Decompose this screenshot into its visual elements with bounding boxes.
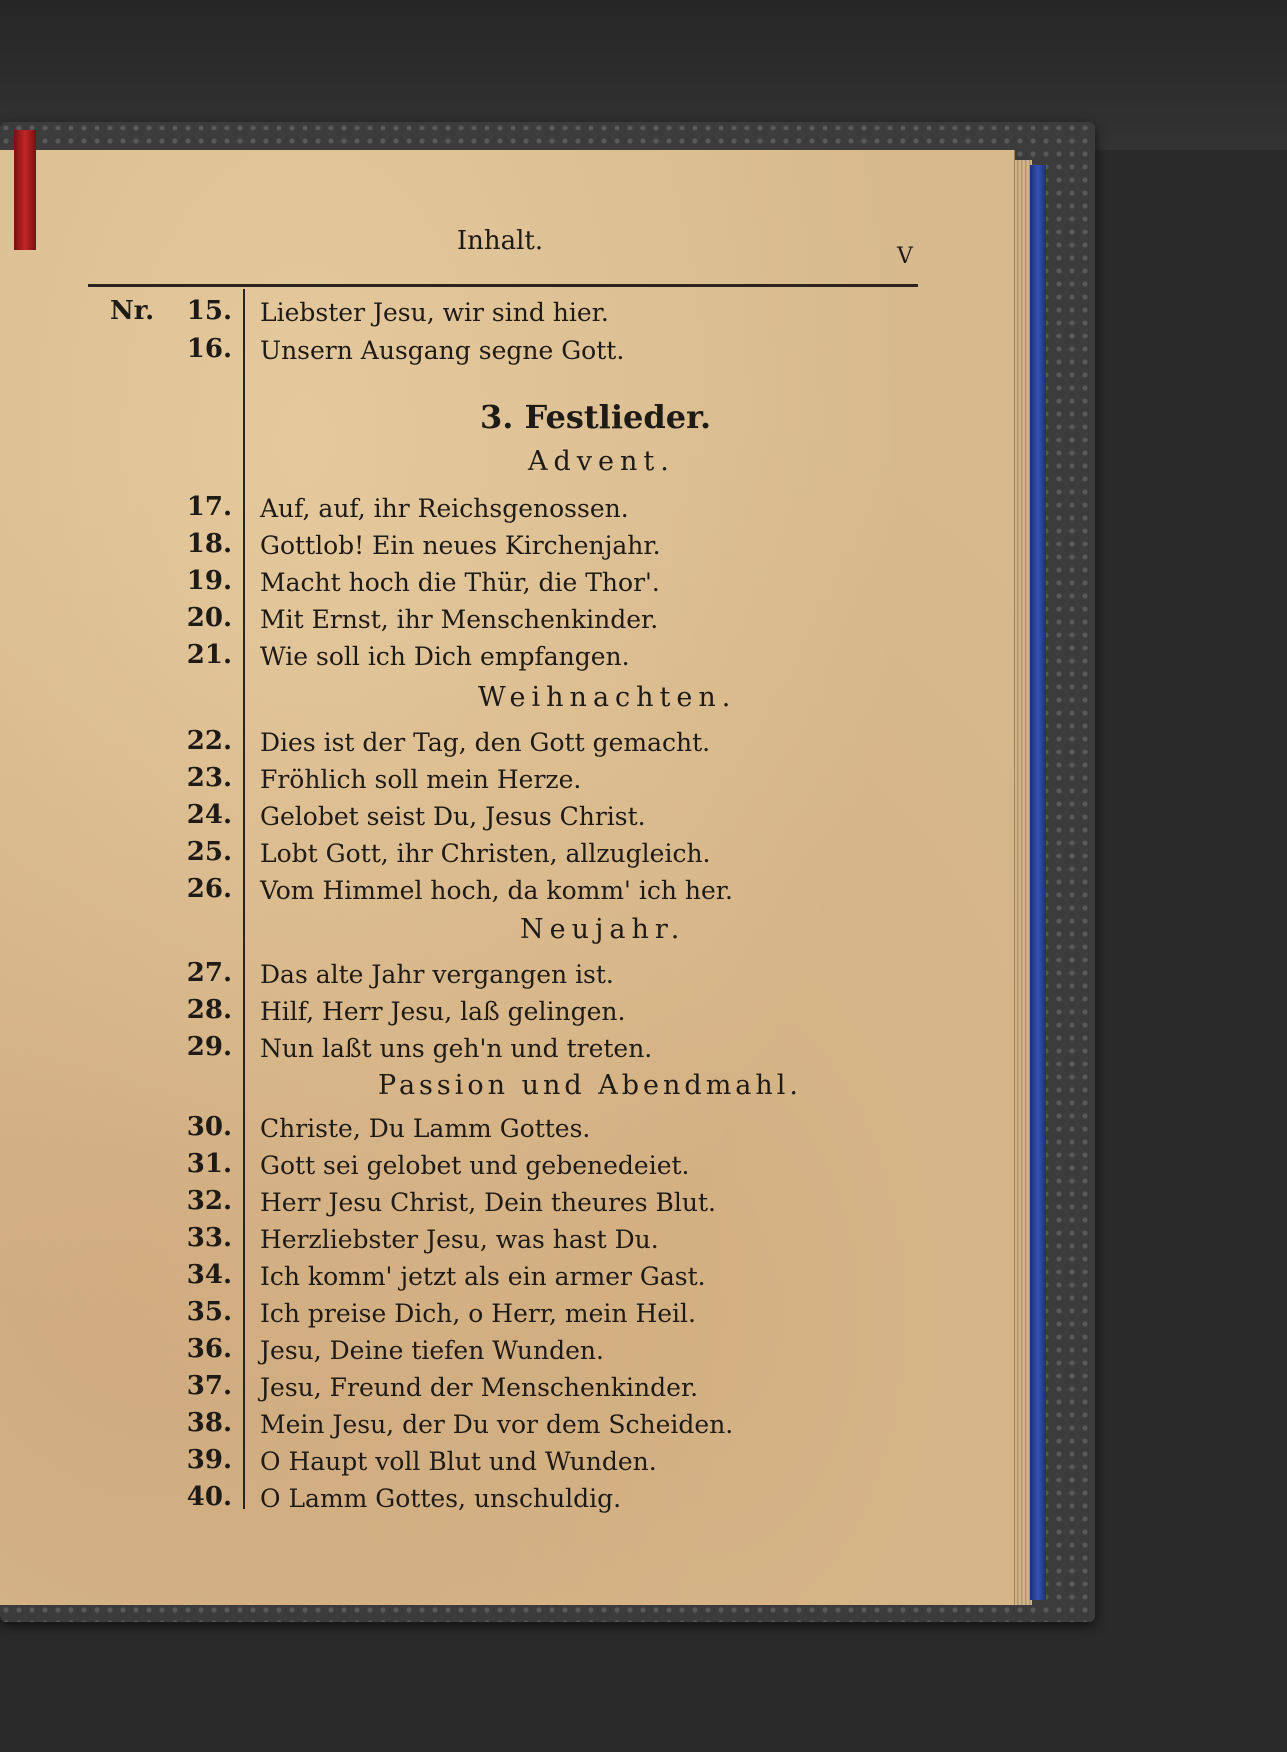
entry-number: 31. bbox=[186, 1149, 232, 1179]
entry-number: 17. bbox=[186, 492, 232, 522]
entry-title: O Haupt voll Blut und Wunden. bbox=[260, 1447, 657, 1476]
subhead-neujahr: Neujahr. bbox=[520, 914, 686, 945]
entry-title: Auf, auf, ihr Reichsgenossen. bbox=[260, 494, 629, 523]
subhead-passion: Passion und Abendmahl. bbox=[378, 1070, 803, 1101]
entry-title: Nun laßt uns geh'n und treten. bbox=[260, 1034, 653, 1063]
entry-title: Jesu, Freund der Menschenkinder. bbox=[260, 1373, 699, 1402]
entry-title: Liebster Jesu, wir sind hier. bbox=[260, 298, 609, 327]
subhead-advent: Advent. bbox=[528, 446, 675, 477]
entry-title: Vom Himmel hoch, da komm' ich her. bbox=[260, 876, 733, 905]
entry-number: 23. bbox=[186, 763, 232, 793]
entry-title: Jesu, Deine tiefen Wunden. bbox=[260, 1336, 604, 1365]
entry-title: Herzliebster Jesu, was hast Du. bbox=[260, 1225, 659, 1254]
entry-title: Herr Jesu Christ, Dein theures Blut. bbox=[260, 1188, 716, 1217]
entry-number: 15. bbox=[186, 296, 232, 326]
column-rule bbox=[243, 289, 245, 1509]
entry-number: 30. bbox=[186, 1112, 232, 1142]
entry-number: 19. bbox=[186, 566, 232, 596]
entry-title: Wie soll ich Dich empfangen. bbox=[260, 642, 630, 671]
entry-title: Das alte Jahr vergangen ist. bbox=[260, 960, 614, 989]
page-number: V bbox=[897, 244, 913, 269]
entry-number: 20. bbox=[186, 603, 232, 633]
entry-number: 38. bbox=[186, 1408, 232, 1438]
section-title: Festlieder. bbox=[524, 398, 712, 436]
entry-title: Fröhlich soll mein Herze. bbox=[260, 765, 582, 794]
section-heading bbox=[480, 398, 711, 436]
entry-title: Gott sei gelobet und gebenedeiet. bbox=[260, 1151, 690, 1180]
entry-number: 39. bbox=[186, 1445, 232, 1475]
blue-edge bbox=[1030, 165, 1046, 1600]
section-number: 3. bbox=[480, 398, 514, 436]
entry-title: Gelobet seist Du, Jesus Christ. bbox=[260, 802, 646, 831]
entry-number: 27. bbox=[186, 958, 232, 988]
entry-number: 25. bbox=[186, 837, 232, 867]
entry-title: Unsern Ausgang segne Gott. bbox=[260, 336, 625, 365]
entry-title: Ich preise Dich, o Herr, mein Heil. bbox=[260, 1299, 696, 1328]
entry-title: Dies ist der Tag, den Gott gemacht. bbox=[260, 728, 711, 757]
entry-title: Gottlob! Ein neues Kirchenjahr. bbox=[260, 531, 661, 560]
nr-label: Nr. bbox=[110, 296, 155, 326]
header-rule bbox=[88, 284, 918, 287]
entry-title: Hilf, Herr Jesu, laß gelingen. bbox=[260, 997, 626, 1026]
entry-number: 32. bbox=[186, 1186, 232, 1216]
entry-number: 37. bbox=[186, 1371, 232, 1401]
entry-number: 40. bbox=[186, 1482, 232, 1512]
entry-number: 36. bbox=[186, 1334, 232, 1364]
entry-title: Mit Ernst, ihr Menschenkinder. bbox=[260, 605, 659, 634]
entry-title: O Lamm Gottes, unschuldig. bbox=[260, 1484, 622, 1513]
entry-number: 24. bbox=[186, 800, 232, 830]
entry-number: 28. bbox=[186, 995, 232, 1025]
subhead-weihnachten: Weihnachten. bbox=[478, 682, 737, 713]
bookmark-ribbon bbox=[14, 130, 36, 250]
entry-number: 22. bbox=[186, 726, 232, 756]
entry-number: 26. bbox=[186, 874, 232, 904]
entry-title: Lobt Gott, ihr Christen, allzugleich. bbox=[260, 839, 711, 868]
entry-number: 34. bbox=[186, 1260, 232, 1290]
entry-number: 35. bbox=[186, 1297, 232, 1327]
entry-title: Ich komm' jetzt als ein armer Gast. bbox=[260, 1262, 706, 1291]
page-header-title: Inhalt. bbox=[456, 226, 544, 256]
entry-number: 33. bbox=[186, 1223, 232, 1253]
entry-number: 16. bbox=[186, 334, 232, 364]
entry-title: Macht hoch die Thür, die Thor'. bbox=[260, 568, 660, 597]
entry-number: 29. bbox=[186, 1032, 232, 1062]
entry-number: 21. bbox=[186, 640, 232, 670]
entry-title: Christe, Du Lamm Gottes. bbox=[260, 1114, 591, 1143]
entry-number: 18. bbox=[186, 529, 232, 559]
entry-title: Mein Jesu, der Du vor dem Scheiden. bbox=[260, 1410, 734, 1439]
